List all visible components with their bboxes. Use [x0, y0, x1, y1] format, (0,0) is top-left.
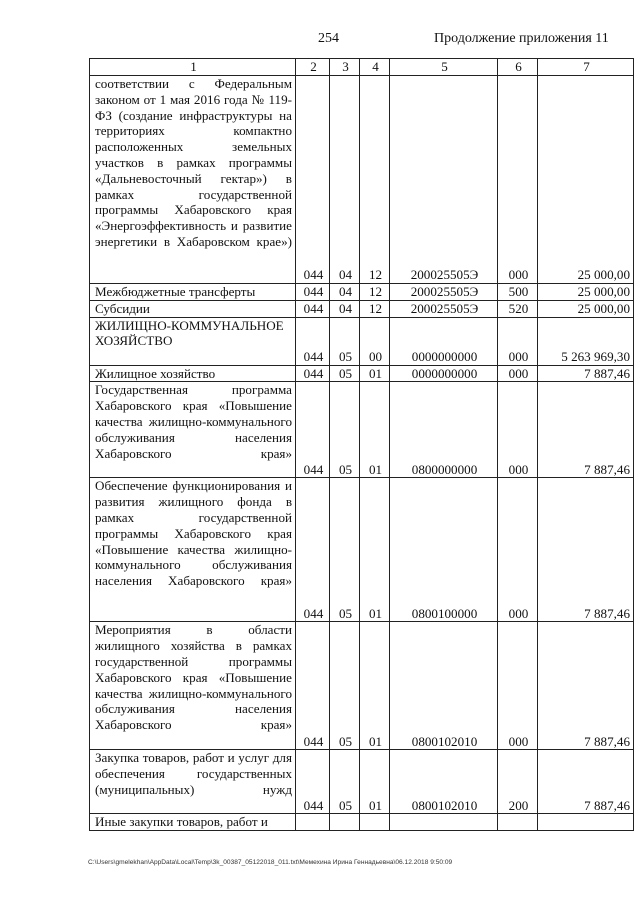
ministry-code: 044 [296, 76, 330, 284]
column-header-row [90, 59, 634, 76]
expense-type-code: 000 [498, 365, 538, 382]
column-header: 2 [296, 59, 330, 76]
target-article-code: 200025505Э [390, 76, 498, 284]
budget-table [89, 58, 634, 831]
file-path-footer: C:\Users\gmelekhan\AppData\Local\Temp\3k_00387_05122018_011.txt\Мемехина Ирина Геннадьевна\06.12.2018 9:50:09 [88, 859, 453, 866]
target-article-code: 200025505Э [390, 300, 498, 317]
table-row [90, 284, 634, 301]
ministry-code: 044 [296, 365, 330, 382]
target-article-code: 0000000000 [390, 365, 498, 382]
row-description: Жилищное хозяйство [90, 365, 296, 382]
section-code: 05 [330, 478, 360, 622]
section-code: 04 [330, 300, 360, 317]
target-article-code: 0800102010 [390, 622, 498, 750]
target-article-code: 0000000000 [390, 317, 498, 365]
column-header: 7 [538, 59, 634, 76]
table-row [90, 382, 634, 478]
subsection-code: 01 [360, 382, 390, 478]
expense-type-code: 000 [498, 382, 538, 478]
ministry-code: 044 [296, 300, 330, 317]
expense-type-code: 500 [498, 284, 538, 301]
expense-type-code: 000 [498, 317, 538, 365]
column-header: 3 [330, 59, 360, 76]
subsection-code: 01 [360, 365, 390, 382]
ministry-code: 044 [296, 478, 330, 622]
section-code [330, 814, 360, 831]
amount-value: 25 000,00 [538, 76, 634, 284]
ministry-code: 044 [296, 317, 330, 365]
ministry-code: 044 [296, 750, 330, 814]
expense-type-code: 000 [498, 76, 538, 284]
ministry-code: 044 [296, 382, 330, 478]
table-row [90, 317, 634, 365]
column-header: 5 [390, 59, 498, 76]
subsection-code: 12 [360, 300, 390, 317]
row-description: Иные закупки товаров, работ и [90, 814, 296, 831]
section-code: 04 [330, 76, 360, 284]
table-row [90, 750, 634, 814]
expense-type-code: 000 [498, 478, 538, 622]
subsection-code [360, 814, 390, 831]
amount-value: 5 263 969,30 [538, 317, 634, 365]
expense-type-code: 200 [498, 750, 538, 814]
row-description: Мероприятия в области жилищного хозяйства в рамках государственной программы Хабаровского края «Повышение качества жилищно-коммунального обслуживания населения Хабаровского края» [90, 622, 296, 750]
target-article-code: 0800100000 [390, 478, 498, 622]
subsection-code: 01 [360, 750, 390, 814]
row-description: Государственная программа Хабаровского края «Повышение качества жилищно-коммунального обслуживания населения Хабаровского края» [90, 382, 296, 478]
ministry-code: 044 [296, 284, 330, 301]
target-article-code: 200025505Э [390, 284, 498, 301]
row-description: соответствии с Федеральным законом от 1 мая 2016 года № 119-ФЗ (создание инфраструктуры на территориях компактно расположенных земельных участков в рамках программы «Дальневосточный гектар») в рамках государственной программы Хабаровского края «Энергоэффективность и развитие энергетики в Хабаровском крае») [90, 76, 296, 284]
subsection-code: 01 [360, 478, 390, 622]
column-header: 1 [90, 59, 296, 76]
table-row [90, 622, 634, 750]
table-row [90, 365, 634, 382]
amount-value: 7 887,46 [538, 365, 634, 382]
section-code: 04 [330, 284, 360, 301]
row-description: Обеспечение функционирования и развития жилищного фонда в рамках государственной программы Хабаровского края «Повышение качества жилищно-коммунального обслуживания населения Хабаровского края» [90, 478, 296, 622]
row-description: Субсидии [90, 300, 296, 317]
amount-value: 7 887,46 [538, 478, 634, 622]
ministry-code [296, 814, 330, 831]
table-row [90, 478, 634, 622]
table-row [90, 300, 634, 317]
table-row [90, 76, 634, 284]
section-code: 05 [330, 622, 360, 750]
target-article-code: 0800102010 [390, 750, 498, 814]
row-description: Межбюджетные трансферты [90, 284, 296, 301]
section-code: 05 [330, 382, 360, 478]
subsection-code: 12 [360, 284, 390, 301]
section-code: 05 [330, 317, 360, 365]
amount-value: 7 887,46 [538, 382, 634, 478]
page-number: 254 [318, 31, 339, 46]
column-header: 6 [498, 59, 538, 76]
expense-type-code: 000 [498, 622, 538, 750]
amount-value: 7 887,46 [538, 622, 634, 750]
subsection-code: 12 [360, 76, 390, 284]
expense-type-code [498, 814, 538, 831]
section-code: 05 [330, 365, 360, 382]
row-description: Закупка товаров, работ и услуг для обеспечения государственных (муниципальных) нужд [90, 750, 296, 814]
amount-value: 25 000,00 [538, 284, 634, 301]
amount-value: 25 000,00 [538, 300, 634, 317]
table-row [90, 814, 634, 831]
amount-value: 7 887,46 [538, 750, 634, 814]
ministry-code: 044 [296, 622, 330, 750]
amount-value [538, 814, 634, 831]
target-article-code: 0800000000 [390, 382, 498, 478]
section-code: 05 [330, 750, 360, 814]
target-article-code [390, 814, 498, 831]
subsection-code: 01 [360, 622, 390, 750]
appendix-heading: Продолжение приложения 11 [434, 31, 609, 46]
expense-type-code: 520 [498, 300, 538, 317]
subsection-code: 00 [360, 317, 390, 365]
row-description: ЖИЛИЩНО-КОММУНАЛЬНОЕ ХОЗЯЙСТВО [90, 317, 296, 365]
column-header: 4 [360, 59, 390, 76]
